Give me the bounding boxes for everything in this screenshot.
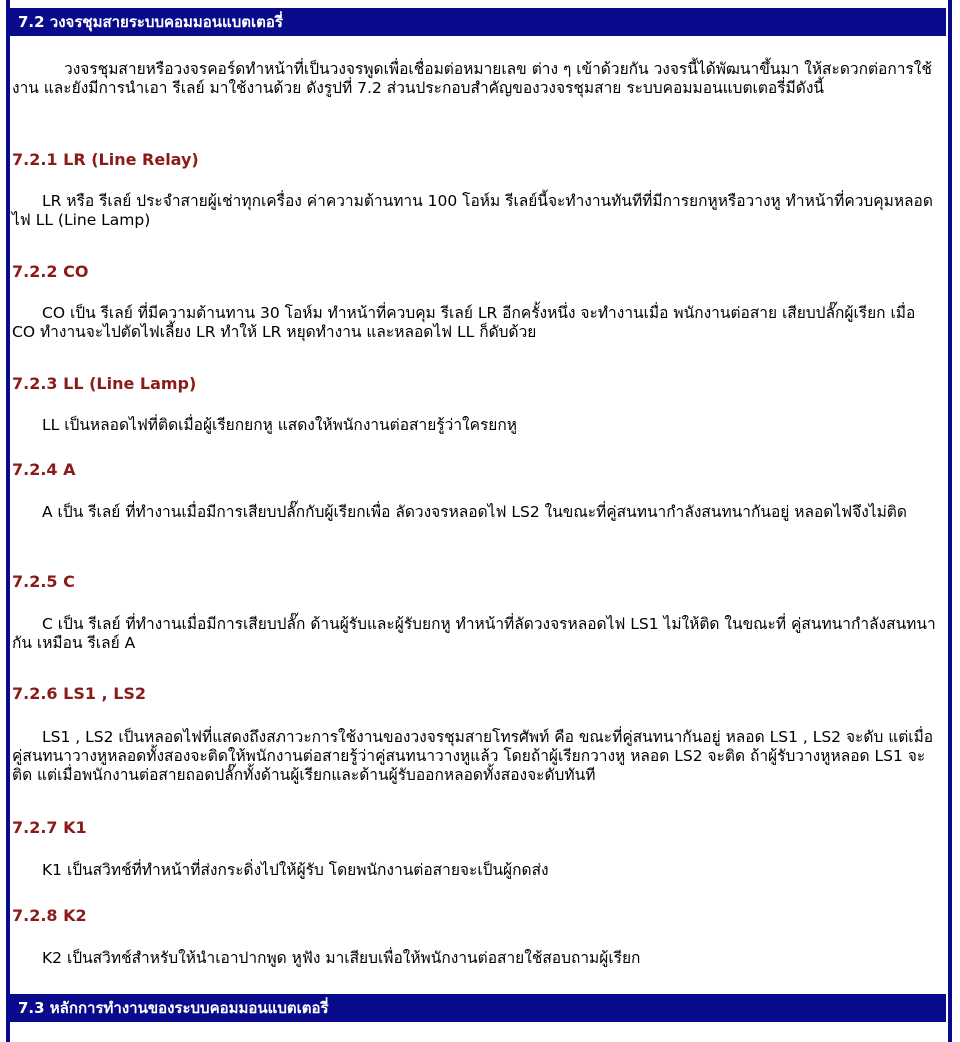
paragraph-7-2-5: C เป็น รีเลย์ ที่ทำงานเมื่อมีการเสียบปลั๊ก ด้านผู้รับและผู้รับยกหู ทำหน้าที่ลัดวงจรหลอดไฟ LS1 ไม่ให้ติด ในขณะที่ คู่สนทนากำลังสนทนากัน เหมือน รีเลย์ A — [12, 615, 936, 652]
subheading-7-2-7: 7.2.7 K1 — [12, 818, 87, 837]
paragraph-7-2-1: LR หรือ รีเลย์ ประจำสายผู้เช่าทุกเครื่อง ค่าความต้านทาน 100 โอห์ม รีเลย์นี้จะทำงานทันทีที่มีการยกหูหรือวางหู ทำหน้าที่ควบคุมหลอดไฟ LL (Line Lamp) — [12, 192, 933, 229]
subheading-7-2-3: 7.2.3 LL (Line Lamp) — [12, 374, 197, 393]
subheading-7-2-6: 7.2.6 LS1 , LS2 — [12, 684, 147, 703]
paragraph-7-2-6: LS1 , LS2 เป็นหลอดไฟที่แสดงถึงสภาวะการใช้งานของวงจรชุมสายโทรศัพท์ คือ ขณะที่คู่สนทนากันอยู่ หลอด LS1 , LS2 จะดับ แต่เมื่อคู่สนทนาวางหูหลอดทั้งสองจะติดให้พนักงานต่อสายรู้ว่าคู่สนทนาวางหูแล้ว โดยถ้าผู้เรียกวางหู หลอด LS2 จะติด ถ้าผู้รับวางหูหลอด LS1 จะติด แต่เมื่อพนักงานต่อสายถอดปลั๊กทั้งด้านผู้เรียกและด้านผู้รับออกหลอดทั้งสองจะดับทันที — [12, 728, 934, 784]
paragraph-7-2-7: K1 เป็นสวิทช์ที่ทำหน้าที่ส่งกระดิ่งไปให้ผู้รับ โดยพนักงานต่อสายจะเป็นผู้กดส่ง — [42, 861, 549, 879]
subheading-7-2-2: 7.2.2 CO — [12, 262, 89, 281]
subheading-7-2-1: 7.2.1 LR (Line Relay) — [12, 150, 199, 169]
subheading-7-2-5: 7.2.5 C — [12, 572, 75, 591]
intro-paragraph: วงจรชุมสายหรือวงจรคอร์ดทำหน้าที่เป็นวงจรพูดเพื่อเชื่อมต่อหมายเลข ต่าง ๆ เข้าด้วยกัน วงจรนี้ได้พัฒนาขึ้นมา ให้สะดวกต่อการใช้งาน และยังมีการนำเอา รีเลย์ มาใช้งานด้วย ดังรูปที่ 7.2 ส่วนประกอบสำคัญของวงจรชุมสาย ระบบคอมมอนแบตเตอรี่มีดังนี้ — [12, 60, 932, 97]
subheading-7-2-4: 7.2.4 A — [12, 460, 76, 479]
section-header-7-2: 7.2 วงจรชุมสายระบบคอมมอนแบตเตอรี่ — [10, 8, 946, 36]
paragraph-7-2-8: K2 เป็นสวิทช์สำหรับให้นำเอาปากพูด หูฟัง มาเสียบเพื่อให้พนักงานต่อสายใช้สอบถามผู้เรียก — [42, 949, 641, 967]
paragraph-7-2-2: CO เป็น รีเลย์ ที่มีความต้านทาน 30 โอห์ม ทำหน้าที่ควบคุม รีเลย์ LR อีกครั้งหนึ่ง จะทำงานเมื่อ พนักงานต่อสาย เสียบปลั๊กผู้เรียก เมื่อ CO ทำงานจะไปตัดไฟเลี้ยง LR ทำให้ LR หยุดทำงาน และหลอดไฟ LL ก็ดับด้วย — [12, 304, 916, 341]
paragraph-7-2-4: A เป็น รีเลย์ ที่ทำงานเมื่อมีการเสียบปลั๊กกับผู้เรียกเพื่อ ลัดวงจรหลอดไฟ LS2 ในขณะที่คู่สนทนากำลังสนทนากันอยู่ หลอดไฟจึงไม่ติด — [42, 503, 907, 521]
subheading-7-2-8: 7.2.8 K2 — [12, 906, 87, 925]
section-header-7-3: 7.3 หลักการทำงานของระบบคอมมอนแบตเตอรี่ — [10, 994, 946, 1022]
paragraph-7-2-3: LL เป็นหลอดไฟที่ติดเมื่อผู้เรียกยกหู แสดงให้พนักงานต่อสายรู้ว่าใครยกหู — [42, 416, 517, 434]
